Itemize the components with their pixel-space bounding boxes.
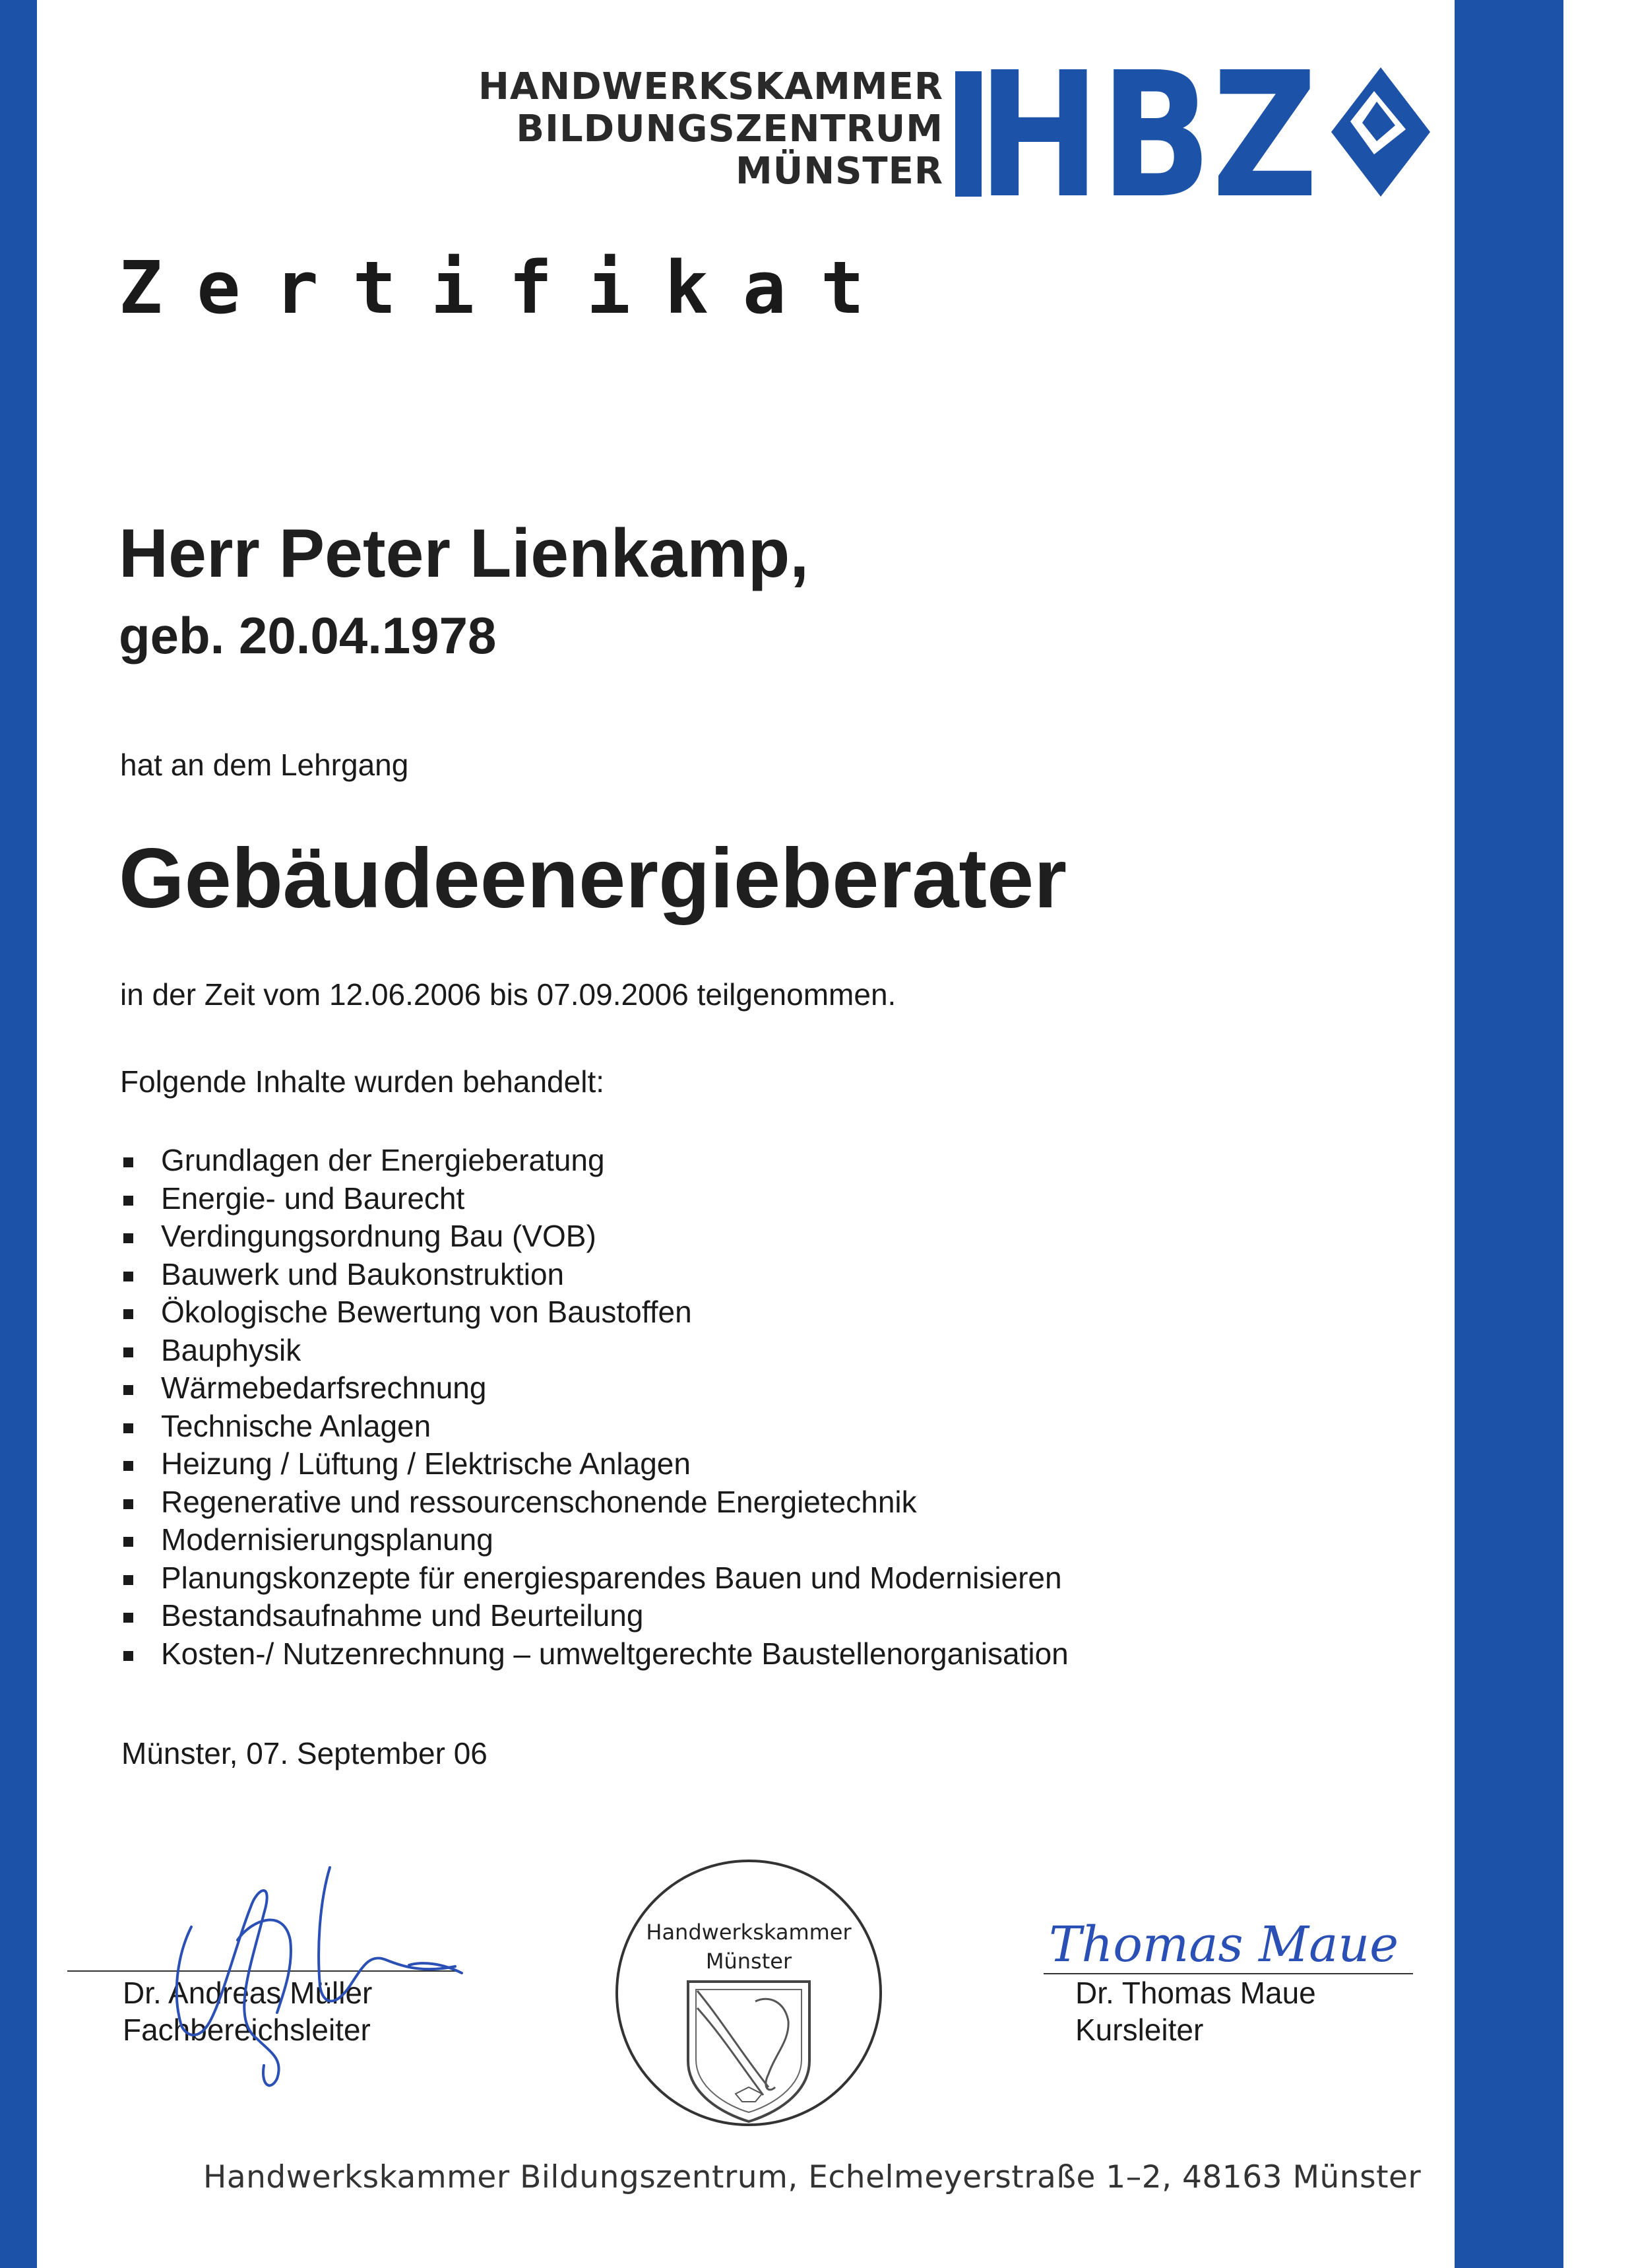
bullet-icon	[123, 1499, 133, 1509]
list-item: Bauphysik	[120, 1332, 1069, 1370]
list-item: Regenerative und ressourcenschonende Energietechnik	[120, 1483, 1069, 1522]
bullet-icon	[123, 1309, 133, 1319]
bullet-icon	[123, 1157, 133, 1167]
course-title: Gebäudeenergieberater	[119, 831, 1067, 926]
certificate-title: Zertifikat	[119, 245, 899, 330]
list-item: Bestandsaufnahme und Beurteilung	[120, 1597, 1069, 1635]
list-item: Energie- und Baurecht	[120, 1180, 1069, 1218]
chamber-seal-icon	[614, 1858, 884, 2128]
svg-text:HBZ: HBZ	[978, 66, 1318, 198]
hbz-logo-icon	[955, 66, 1430, 198]
bullet-icon	[123, 1575, 133, 1585]
right-handwritten-signature	[1042, 1907, 1412, 1980]
list-item: Ökologische Bewertung von Baustoffen	[120, 1293, 1069, 1332]
seal-line-2: Münster	[705, 1949, 792, 1974]
bullet-icon	[123, 1613, 133, 1623]
seal-line-1: Handwerkskammer	[646, 1920, 852, 1945]
bullet-icon	[123, 1196, 133, 1206]
contents-heading: Folgende Inhalte wurden behandelt:	[120, 1064, 605, 1099]
footer-address: Handwerkskammer Bildungszentrum, Echelmeyerstraße 1–2, 48163 Münster	[203, 2159, 1422, 2195]
bullet-icon	[123, 1651, 133, 1661]
list-item: Grundlagen der Energieberatung	[120, 1142, 1069, 1180]
topic-list	[120, 1142, 1069, 1673]
logo-wordmark	[435, 66, 943, 193]
right-signature-text: Thomas Maue	[1049, 1916, 1399, 1973]
left-handwritten-signature	[152, 1841, 468, 2098]
intro-text: hat an dem Lehrgang	[120, 748, 409, 782]
right-signatory-role: Kursleiter	[1075, 2013, 1204, 2047]
list-item: Bauwerk und Baukonstruktion	[120, 1256, 1069, 1294]
left-blue-border	[0, 0, 37, 2268]
logo-line-3: MÜNSTER	[736, 150, 943, 193]
left-signatory-name: Dr. Andreas Müller	[123, 1976, 373, 2010]
bullet-icon	[123, 1537, 133, 1547]
bullet-icon	[123, 1272, 133, 1281]
list-item: Technische Anlagen	[120, 1408, 1069, 1446]
bullet-icon	[123, 1347, 133, 1357]
right-signatory	[1075, 1974, 1316, 2048]
bullet-icon	[123, 1461, 133, 1471]
list-item: Heizung / Lüftung / Elektrische Anlagen	[120, 1445, 1069, 1483]
recipient-birthdate: geb. 20.04.1978	[119, 606, 497, 664]
bullet-icon	[123, 1385, 133, 1395]
list-item: Verdingungsordnung Bau (VOB)	[120, 1217, 1069, 1256]
recipient-name: Herr Peter Lienkamp,	[119, 515, 809, 592]
logo-line-1: HANDWERKSKAMMER	[478, 65, 943, 108]
list-item: Kosten-/ Nutzenrechnung – umweltgerechte Baustellenorganisation	[120, 1635, 1069, 1673]
logo-line-2: BILDUNGSZENTRUM	[516, 108, 943, 150]
seal-caption	[614, 1918, 884, 1976]
course-period: in der Zeit vom 12.06.2006 bis 07.09.2006 teilgenommen.	[120, 977, 897, 1012]
left-signatory-role: Fachbereichsleiter	[123, 2013, 371, 2047]
bullet-icon	[123, 1423, 133, 1433]
right-signatory-name: Dr. Thomas Maue	[1075, 1976, 1316, 2010]
list-item: Modernisierungsplanung	[120, 1521, 1069, 1559]
list-item: Planungskonzepte für energiesparendes Bauen und Modernisieren	[120, 1559, 1069, 1598]
list-item: Wärmebedarfsrechnung	[120, 1369, 1069, 1408]
place-and-date: Münster, 07. September 06	[121, 1736, 488, 1770]
bullet-icon	[123, 1233, 133, 1243]
right-blue-border	[1455, 0, 1563, 2268]
